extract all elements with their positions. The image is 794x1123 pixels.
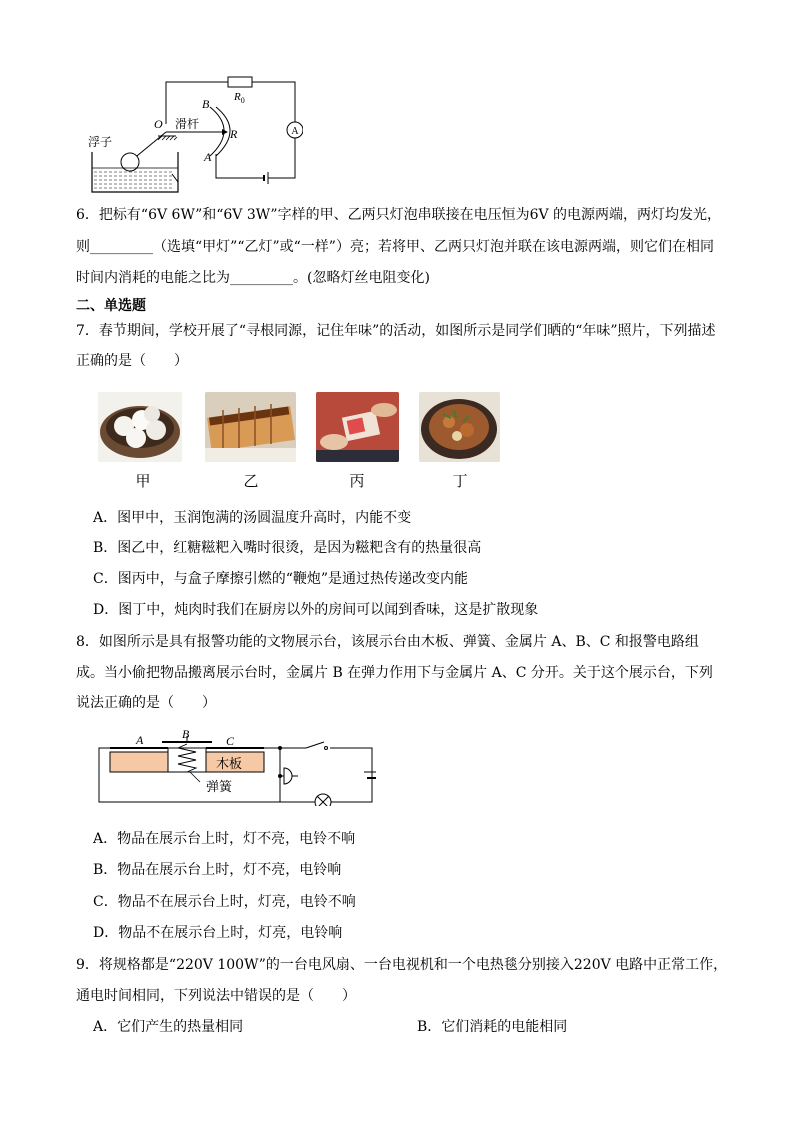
svg-text:C: C — [226, 734, 235, 748]
q9-line-2: 通电时间相同，下列说法中错误的是（ ） — [76, 988, 356, 1004]
ciba-photo — [205, 392, 296, 462]
bell-icon — [284, 768, 292, 784]
tangyuan-photo — [98, 392, 182, 462]
q8-option-a: A．物品在展示台上时，灯不亮，电铃不响 — [93, 831, 356, 847]
svg-text:A: A — [204, 150, 212, 164]
q7-option-b: B．图乙中，红糖糍粑入嘴时很烫，是因为糍粑含有的热量很高 — [93, 540, 482, 556]
q8-option-d: D．物品不在展示台上时，灯亮，电铃响 — [93, 925, 343, 941]
q6-line-2: 则_________（选填“甲灯”“乙灯”或“一样”）亮；若将甲、乙两只灯泡并联在该电源两端，则它们在相同 — [76, 239, 714, 255]
q9-option-b: B．它们消耗的电能相同 — [417, 1019, 568, 1035]
q8-line-3: 说法正确的是（ ） — [76, 695, 216, 711]
q8-option-c: C．物品不在展示台上时，灯亮，电铃不响 — [93, 894, 356, 910]
q7-line-2: 正确的是（ ） — [76, 353, 188, 369]
float-circuit-diagram — [88, 72, 303, 194]
q7-option-c: C．图丙中，与盒子摩擦引燃的“鞭炮”是通过热传递改变内能 — [93, 571, 469, 587]
q9-option-a: A．它们产生的热量相同 — [93, 1019, 244, 1035]
q6-line-1: 6．把标有“6V 6W”和“6V 3W”字样的甲、乙两只灯泡串联接在电压恒为6V 的电源两端，两灯均发光， — [76, 207, 722, 223]
svg-text:R: R — [230, 127, 238, 141]
q8-option-b: B．物品在展示台上时，灯不亮，电铃响 — [93, 862, 342, 878]
firecracker-photo — [316, 392, 399, 462]
q7-option-d: D．图丁中，炖肉时我们在厨房以外的房间可以闻到香味，这是扩散现象 — [93, 602, 539, 618]
svg-text:弹簧: 弹簧 — [206, 780, 233, 795]
svg-text:B: B — [182, 728, 190, 741]
caption-ding: 丁 — [452, 472, 468, 490]
svg-text:A: A — [136, 733, 144, 747]
q9-line-1: 9．将规格都是“220V 100W”的一台电风扇、一台电视机和一个电热毯分别接入220V 电路中正常工作， — [76, 957, 728, 973]
q7-option-a: A．图甲中，玉润饱满的汤圆温度升高时，内能不变 — [93, 510, 412, 526]
q8-line-1: 8．如图所示是具有报警功能的文物展示台，该展示台由木板、弹簧、金属片 A、B、C 和报警电路组 — [76, 634, 699, 650]
svg-text:O: O — [154, 117, 163, 131]
stew-photo — [419, 392, 500, 462]
q7-line-1: 7．春节期间，学校开展了“寻根同源，记住年味”的活动，如图所示是同学们晒的“年味”照片，下列描述 — [76, 323, 716, 339]
q8-line-2: 成。当小偷把物品搬离展示台时，金属片 B 在弹力作用下与金属片 A、C 分开。关于这个展示台，下列 — [76, 665, 713, 681]
caption-jia: 甲 — [135, 472, 151, 490]
caption-yi: 乙 — [243, 472, 259, 490]
svg-text:木板: 木板 — [216, 757, 243, 772]
alarm-circuit-diagram — [96, 728, 376, 806]
caption-bing: 丙 — [349, 472, 365, 490]
resistor-r0 — [228, 77, 252, 87]
svg-text:浮子: 浮子 — [88, 135, 113, 149]
svg-text:B: B — [202, 97, 210, 111]
section-heading: 二、单选题 — [76, 298, 146, 314]
svg-text:滑杆: 滑杆 — [175, 117, 200, 131]
q6-line-3: 时间内消耗的电能之比为_________。(忽略灯丝电阻变化) — [76, 270, 430, 286]
svg-text:A: A — [291, 126, 299, 137]
svg-text:R0: $R_0$ — [234, 91, 245, 105]
